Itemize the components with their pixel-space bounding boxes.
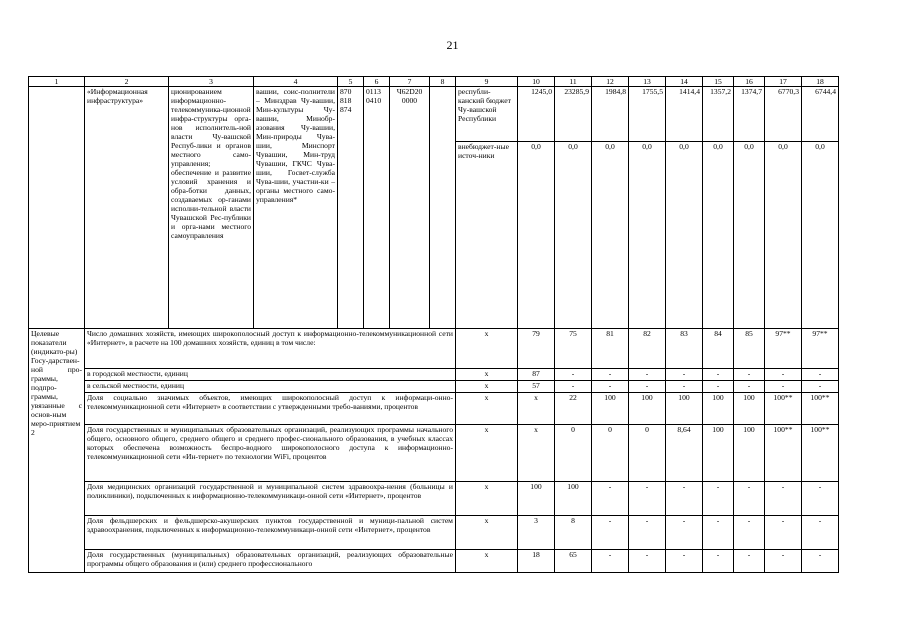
- indicator-value: -: [666, 516, 703, 550]
- budget-value: 1984,8: [592, 87, 629, 142]
- indicator-value: -: [555, 381, 592, 393]
- column-number: 12: [592, 77, 629, 87]
- indicator-col9: х: [456, 482, 518, 516]
- budget-value: 1414,4: [666, 87, 703, 142]
- indicator-value: 97**: [765, 329, 802, 369]
- extrabudget-value: 0,0: [666, 142, 703, 329]
- block-row-budget: [29, 87, 839, 142]
- indicator-value: 100: [555, 482, 592, 516]
- indicator-value: -: [629, 516, 666, 550]
- indicator-value: 87: [518, 369, 555, 381]
- indicator-col9: х: [456, 516, 518, 550]
- extrabudget-value: 0,0: [802, 142, 839, 329]
- indicator-value: -: [592, 381, 629, 393]
- indicator-value: -: [802, 550, 839, 573]
- indicator-value: 100: [518, 482, 555, 516]
- col1-empty: [29, 87, 85, 329]
- budget-value: 23285,9: [555, 87, 592, 142]
- column-number: 1: [29, 77, 85, 87]
- indicator-value: 85: [734, 329, 765, 369]
- indicator-value: 84: [703, 329, 734, 369]
- indicator-value: 100: [734, 393, 765, 425]
- indicator-value: 100: [703, 393, 734, 425]
- indicator-col9: х: [456, 550, 518, 573]
- indicator-value: 0: [555, 425, 592, 482]
- indicator-value: -: [765, 369, 802, 381]
- indicator-value: -: [629, 550, 666, 573]
- budget-value: 1374,7: [734, 87, 765, 142]
- indicator-value: 100**: [802, 425, 839, 482]
- target-article-code: Ч62D20 0000: [390, 87, 430, 329]
- indicator-row: [29, 381, 839, 393]
- column-number: 5: [338, 77, 364, 87]
- indicator-value: -: [765, 482, 802, 516]
- indicator-value: -: [703, 369, 734, 381]
- indicator-text: Число домашних хозяйств, имеющих широкополосный доступ к информационно-телекоммуникационной сети «Интернет», в расчете на 100 домашних хозяйств, единиц в том числе:: [85, 329, 456, 369]
- column-number-row: [29, 77, 839, 87]
- indicator-value: -: [629, 381, 666, 393]
- indicator-value: х: [518, 425, 555, 482]
- column-number: 9: [456, 77, 518, 87]
- budget-value: 1357,2: [703, 87, 734, 142]
- page-number: 21: [446, 38, 459, 52]
- extrabudget-value: 0,0: [765, 142, 802, 329]
- indicator-value: -: [734, 516, 765, 550]
- column-number: 14: [666, 77, 703, 87]
- indicator-col9: х: [456, 329, 518, 369]
- indicator-value: 81: [592, 329, 629, 369]
- column-number: 7: [390, 77, 430, 87]
- column-number: 17: [765, 77, 802, 87]
- indicator-value: 8,64: [666, 425, 703, 482]
- indicator-value: 100: [666, 393, 703, 425]
- indicator-value: -: [802, 369, 839, 381]
- indicator-value: 100: [703, 425, 734, 482]
- column-number: 2: [85, 77, 169, 87]
- indicator-value: 82: [629, 329, 666, 369]
- indicator-value: -: [666, 369, 703, 381]
- indicator-value: 22: [555, 393, 592, 425]
- indicator-text: Доля государственных и муниципальных образовательных организаций, реализующих программы начального общего, основного общего, среднего общего и среднего профес-сионального образования, в учебных классах которых обеспечена возможность беспро-водного широкополосного доступа к информационно-телекоммуникационной сети «Ин-тернет» по технологии WiFi, процентов: [85, 425, 456, 482]
- grbs-codes: 870 818 874: [338, 87, 364, 329]
- indicator-value: -: [802, 482, 839, 516]
- indicator-value: 57: [518, 381, 555, 393]
- column-number: 18: [802, 77, 839, 87]
- column-number: 4: [254, 77, 338, 87]
- indicator-value: -: [765, 381, 802, 393]
- indicator-value: -: [703, 482, 734, 516]
- indicator-value: -: [666, 381, 703, 393]
- indicator-value: 0: [592, 425, 629, 482]
- column-number: 10: [518, 77, 555, 87]
- indicator-row: [29, 393, 839, 425]
- indicator-value: 100**: [802, 393, 839, 425]
- indicator-row: [29, 482, 839, 516]
- indicator-value: 100: [734, 425, 765, 482]
- budget-value: 6770,3: [765, 87, 802, 142]
- indicator-value: -: [734, 369, 765, 381]
- indicator-value: -: [592, 516, 629, 550]
- indicator-value: 18: [518, 550, 555, 573]
- indicator-row: [29, 425, 839, 482]
- indicator-value: 100: [629, 393, 666, 425]
- column-number: 13: [629, 77, 666, 87]
- targets-label: Целевые показатели (индикато-ры) Госу-дарствен-ной про-граммы, подпро-граммы, увязанные с основ-ным меро-приятием 2: [29, 329, 85, 573]
- indicator-col9: х: [456, 393, 518, 425]
- indicator-value: х: [518, 393, 555, 425]
- indicator-col9: х: [456, 369, 518, 381]
- indicator-value: 97**: [802, 329, 839, 369]
- indicator-value: -: [629, 369, 666, 381]
- fund-source-extrabudget: внебюджет-ные источ-ники: [456, 142, 518, 329]
- column-number: 15: [703, 77, 734, 87]
- column-number: 3: [169, 77, 254, 87]
- indicator-value: -: [666, 482, 703, 516]
- indicator-row: [29, 329, 839, 369]
- indicator-text: Доля государственных (муниципальных) образовательных организаций, реализующих образовательные программы общего образования и (или) среднего профессионального: [85, 550, 456, 573]
- column-number: 11: [555, 77, 592, 87]
- column-number: 8: [430, 77, 456, 87]
- indicator-value: -: [629, 482, 666, 516]
- indicator-value: -: [703, 550, 734, 573]
- extrabudget-value: 0,0: [592, 142, 629, 329]
- indicator-value: 0: [629, 425, 666, 482]
- indicator-col9: х: [456, 425, 518, 482]
- indicator-value: 8: [555, 516, 592, 550]
- indicator-value: 100**: [765, 425, 802, 482]
- indicator-value: -: [734, 550, 765, 573]
- expense-type: [430, 87, 456, 329]
- indicator-value: 79: [518, 329, 555, 369]
- responsible-executors: вашии, соис-полнители – Минздрав Чу-вашии, Мин-культуры Чу-вашии, Минобр-азования Чу-вашии, Мин-природы Чува-шии, Минспорт Чувашии, Мин-труд Чувашии, ГКЧС Чува-шии, Госвет-служба Чува-шии, участни-ки – органы местного само-управления*: [254, 87, 338, 329]
- budget-value: 1755,5: [629, 87, 666, 142]
- indicator-value: 3: [518, 516, 555, 550]
- extrabudget-value: 0,0: [629, 142, 666, 329]
- extrabudget-value: 0,0: [703, 142, 734, 329]
- indicator-value: -: [592, 482, 629, 516]
- indicator-value: 75: [555, 329, 592, 369]
- indicator-row: [29, 516, 839, 550]
- budget-value: 1245,0: [518, 87, 555, 142]
- fund-source-budget: республи-канский бюджет Чу-вашской Республики: [456, 87, 518, 142]
- indicator-value: -: [734, 482, 765, 516]
- indicator-value: -: [765, 516, 802, 550]
- indicator-value: -: [592, 369, 629, 381]
- column-number: 6: [364, 77, 390, 87]
- indicator-value: -: [734, 381, 765, 393]
- indicator-text: Доля медицинских организаций государственной и муниципальной систем здравоохра-нения (больницы и поликлиники), подключенных к информационно-телекоммуникаци-онной сети «Интернет», процентов: [85, 482, 456, 516]
- indicator-value: -: [555, 369, 592, 381]
- indicator-value: 65: [555, 550, 592, 573]
- section-codes: 0113 0410: [364, 87, 390, 329]
- indicator-value: -: [802, 381, 839, 393]
- indicator-value: -: [592, 550, 629, 573]
- column-number: 16: [734, 77, 765, 87]
- indicator-text: в сельской местности, единиц: [85, 381, 456, 393]
- indicator-value: 100**: [765, 393, 802, 425]
- indicator-value: -: [703, 381, 734, 393]
- extrabudget-value: 0,0: [518, 142, 555, 329]
- extrabudget-value: 0,0: [734, 142, 765, 329]
- indicator-value: -: [703, 516, 734, 550]
- indicator-text: Доля фельдшерских и фельдшерско-акушерских пунктов государственной и муници-пальной систем здравоохранения, подключенных к информационно-телекоммуникаци-онной сети «Интернет», процентов: [85, 516, 456, 550]
- budget-value: 6744,4: [802, 87, 839, 142]
- program-table: [28, 76, 839, 573]
- indicator-row: [29, 550, 839, 573]
- event-name: «Информационная инфраструктура»: [85, 87, 169, 329]
- indicator-row: [29, 369, 839, 381]
- event-description: ционированием информационно-телекоммуника-ционной инфра-структуры орга-нов исполнитель-ной власти Чу-вашской Респуб-лики и органов местного само-управления; обеспечение и развитие условий хранения и обра-ботки данных, создаваемых ор-ганами исполни-тельной власти Чувашской Рес-публики и орга-нами местного самоуправления: [169, 87, 254, 329]
- indicator-value: -: [802, 516, 839, 550]
- indicator-text: в городской местности, единиц: [85, 369, 456, 381]
- indicator-value: 100: [592, 393, 629, 425]
- indicator-value: 83: [666, 329, 703, 369]
- indicator-value: -: [765, 550, 802, 573]
- extrabudget-value: 0,0: [555, 142, 592, 329]
- indicator-text: Доля социально значимых объектов, имеющих широкополосный доступ к информаци-онно-телекоммуникационной сети «Интернет» в соответствии с утвержденными требо-ваниями, процентов: [85, 393, 456, 425]
- indicator-col9: х: [456, 381, 518, 393]
- indicator-value: -: [666, 550, 703, 573]
